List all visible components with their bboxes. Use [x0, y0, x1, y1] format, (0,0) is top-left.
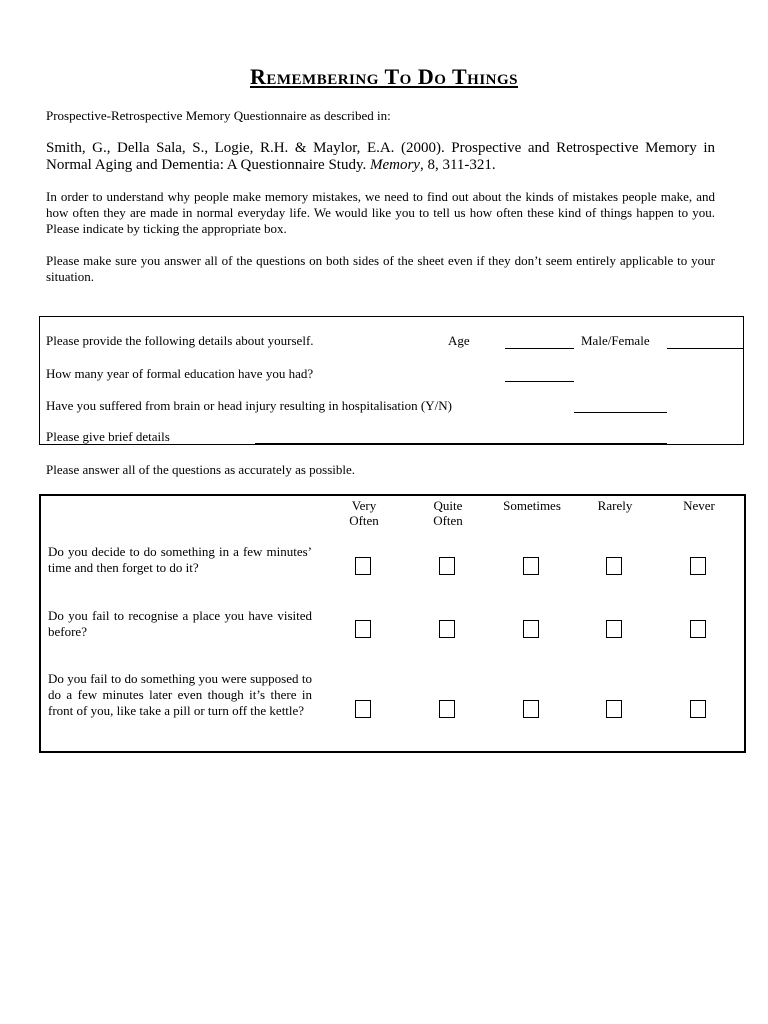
accuracy-note: Please answer all of the questions as accurately as possible.	[46, 462, 356, 477]
reference-journal: Memory	[369, 157, 420, 173]
education-field[interactable]	[505, 381, 574, 382]
reference-citation	[46, 140, 715, 174]
q3-sometimes-checkbox[interactable]	[523, 700, 539, 718]
column-header-line2: Often	[433, 513, 463, 528]
q2-sometimes-checkbox[interactable]	[523, 620, 539, 638]
intro-text: Prospective-Retrospective Memory Questionnaire as described in:	[46, 108, 391, 123]
q1-sometimes-checkbox[interactable]	[523, 557, 539, 575]
q2-very-often-checkbox[interactable]	[355, 620, 371, 638]
column-header-very-often	[324, 498, 404, 528]
column-header-line1: Sometimes	[503, 498, 561, 513]
question-2-text: Do you fail to recognise a place you have visited before?	[48, 608, 312, 639]
q2-rarely-checkbox[interactable]	[606, 620, 622, 638]
reference-authors: Smith, G., Della Sala, S., Logie, R.H. & Maylor, E.A. (2000). Prospective and Retrospective Memory in Normal Aging and Dementia: A Questionnaire Study.	[46, 140, 715, 173]
reminder-text: Please make sure you answer all of the questions on both sides of the sheet even if they don’t seem entirely applicable to your situation.	[46, 253, 715, 284]
age-label: Age	[448, 333, 470, 348]
column-header-sometimes	[492, 498, 572, 513]
education-label: How many year of formal education have you had?	[46, 366, 314, 381]
column-header-rarely	[575, 498, 655, 513]
brief-details-field[interactable]	[255, 443, 667, 444]
age-field[interactable]	[505, 348, 574, 349]
q2-quite-often-checkbox[interactable]	[439, 620, 455, 638]
q1-rarely-checkbox[interactable]	[606, 557, 622, 575]
brief-details-label: Please give brief details	[46, 429, 170, 444]
question-3-text: Do you fail to do something you were supposed to do a few minutes later even though it’s there in front of you, like take a pill or turn off the kettle?	[48, 671, 312, 718]
column-header-never	[659, 498, 739, 513]
q3-rarely-checkbox[interactable]	[606, 700, 622, 718]
column-header-line1: Never	[683, 498, 715, 513]
q1-never-checkbox[interactable]	[690, 557, 706, 575]
sex-label: Male/Female	[581, 333, 650, 348]
q1-very-often-checkbox[interactable]	[355, 557, 371, 575]
sex-field[interactable]	[667, 348, 743, 349]
personal-details-box	[39, 316, 744, 445]
column-header-line1: Rarely	[597, 498, 633, 513]
injury-field[interactable]	[574, 412, 667, 413]
q1-quite-often-checkbox[interactable]	[439, 557, 455, 575]
injury-label: Have you suffered from brain or head injury resulting in hospitalisation (Y/N)	[46, 398, 452, 413]
column-header-line1: Very	[351, 498, 377, 513]
question-1-text: Do you decide to do something in a few minutes’ time and then forget to do it?	[48, 544, 312, 575]
reference-volume: , 8, 311-321.	[419, 157, 496, 173]
column-header-line1: Quite	[433, 498, 463, 513]
q3-never-checkbox[interactable]	[690, 700, 706, 718]
q3-quite-often-checkbox[interactable]	[439, 700, 455, 718]
q2-never-checkbox[interactable]	[690, 620, 706, 638]
questionnaire-table	[39, 494, 746, 753]
column-header-line2: Often	[349, 513, 379, 528]
page-title: Remembering To Do Things	[249, 64, 518, 89]
instructions-text: In order to understand why people make memory mistakes, we need to find out about the kinds of mistakes people make, and how often they are made in normal everyday life. We would like you to tell us how often these kind of things happen to you. Please indicate by ticking the appropriate box.	[46, 189, 715, 236]
q3-very-often-checkbox[interactable]	[355, 700, 371, 718]
details-intro: Please provide the following details about yourself.	[46, 333, 314, 348]
column-header-quite-often	[408, 498, 488, 528]
